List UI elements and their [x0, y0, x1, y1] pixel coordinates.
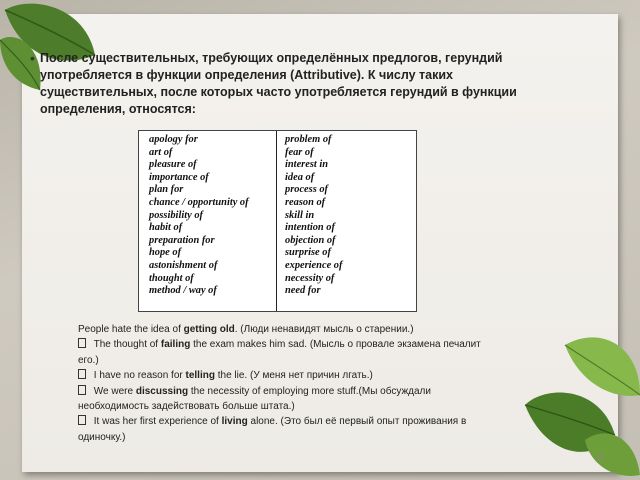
table-column-right — [277, 131, 416, 311]
table-cell-right: objection of — [285, 234, 336, 246]
table-cell-left: habit of — [149, 222, 183, 234]
leaf-bottom-right-icon — [505, 325, 640, 480]
table-cell-left: preparation for — [149, 234, 215, 246]
table-cell-left: possibility of — [149, 209, 203, 221]
table-cell-left: art of — [149, 146, 173, 158]
table-cell-right: process of — [285, 184, 329, 196]
table-cell-right: fear of — [285, 146, 314, 158]
example-sentence — [78, 337, 498, 368]
table-cell-right: interest in — [285, 159, 329, 171]
table-column-left — [139, 131, 277, 311]
missing-glyph-icon — [78, 415, 86, 425]
examples-block — [78, 322, 498, 445]
table-cell-right: idea of — [285, 171, 315, 183]
example-sentence — [78, 368, 498, 383]
table-cell-left: plan for — [149, 184, 184, 196]
heading-text: После существительных, требующих определённых предлогов, герундий употребляется в функции определения (Attributive). К числу таких существительных, после которых часто употребляется герундий в функции определения, относятся: — [40, 51, 517, 116]
table-cell-left: thought of — [149, 272, 194, 284]
table-cell-right: reason of — [285, 196, 326, 208]
missing-glyph-icon — [78, 338, 86, 348]
example-text: the necessity of employing more stuff.(Мы обсуждали необходимость задействовать больше штата.) — [78, 385, 431, 413]
bullet-marker: • — [30, 50, 35, 66]
example-text: the exam makes him sad. (Мысль о провале экзамена печалит его.) — [78, 339, 481, 366]
gerund-highlight: failing — [160, 339, 191, 351]
example-text: . (Люди ненавидят мысль о старении.) — [234, 324, 414, 335]
table-cell-left: chance / opportunity of — [149, 196, 249, 208]
table-cell-left: method / way of — [149, 285, 217, 297]
table-cell-left: hope of — [149, 247, 182, 259]
example-text: People hate the idea of — [78, 324, 184, 335]
example-sentence — [78, 414, 498, 445]
table-cell-right: skill in — [285, 209, 315, 221]
nouns-table — [138, 130, 417, 312]
table-cell-right: problem of — [285, 134, 332, 145]
example-sentence — [78, 322, 498, 337]
missing-glyph-icon — [78, 385, 86, 395]
table-cell-right: need for — [285, 285, 321, 297]
table-cell-right: intention of — [285, 222, 335, 234]
table-cell-left: pleasure of — [149, 159, 197, 171]
table-cell-left: importance of — [149, 171, 209, 183]
example-sentence — [78, 384, 498, 415]
gerund-highlight: living — [221, 416, 248, 428]
example-text: The thought of — [91, 339, 161, 351]
missing-glyph-icon — [78, 369, 86, 379]
table-cell-right: necessity of — [285, 272, 335, 284]
example-text: We were — [91, 385, 136, 397]
table-cell-left: astonishment of — [149, 259, 218, 271]
page-number: 9 — [597, 452, 604, 464]
table-cell-right: experience of — [285, 259, 343, 271]
example-text: It was her first experience of — [91, 416, 222, 428]
table-cell-left: apology for — [149, 134, 198, 145]
table-cell-right: surprise of — [285, 247, 331, 259]
example-text: alone. (Это был её первый опыт проживания в одиночку.) — [78, 416, 467, 443]
example-text: the lie. (У меня нет причин лгать.) — [214, 370, 373, 382]
gerund-highlight: getting old — [183, 324, 235, 335]
gerund-highlight: discussing — [135, 385, 189, 397]
gerund-highlight: telling — [185, 370, 215, 382]
example-text: I have no reason for — [91, 370, 186, 382]
